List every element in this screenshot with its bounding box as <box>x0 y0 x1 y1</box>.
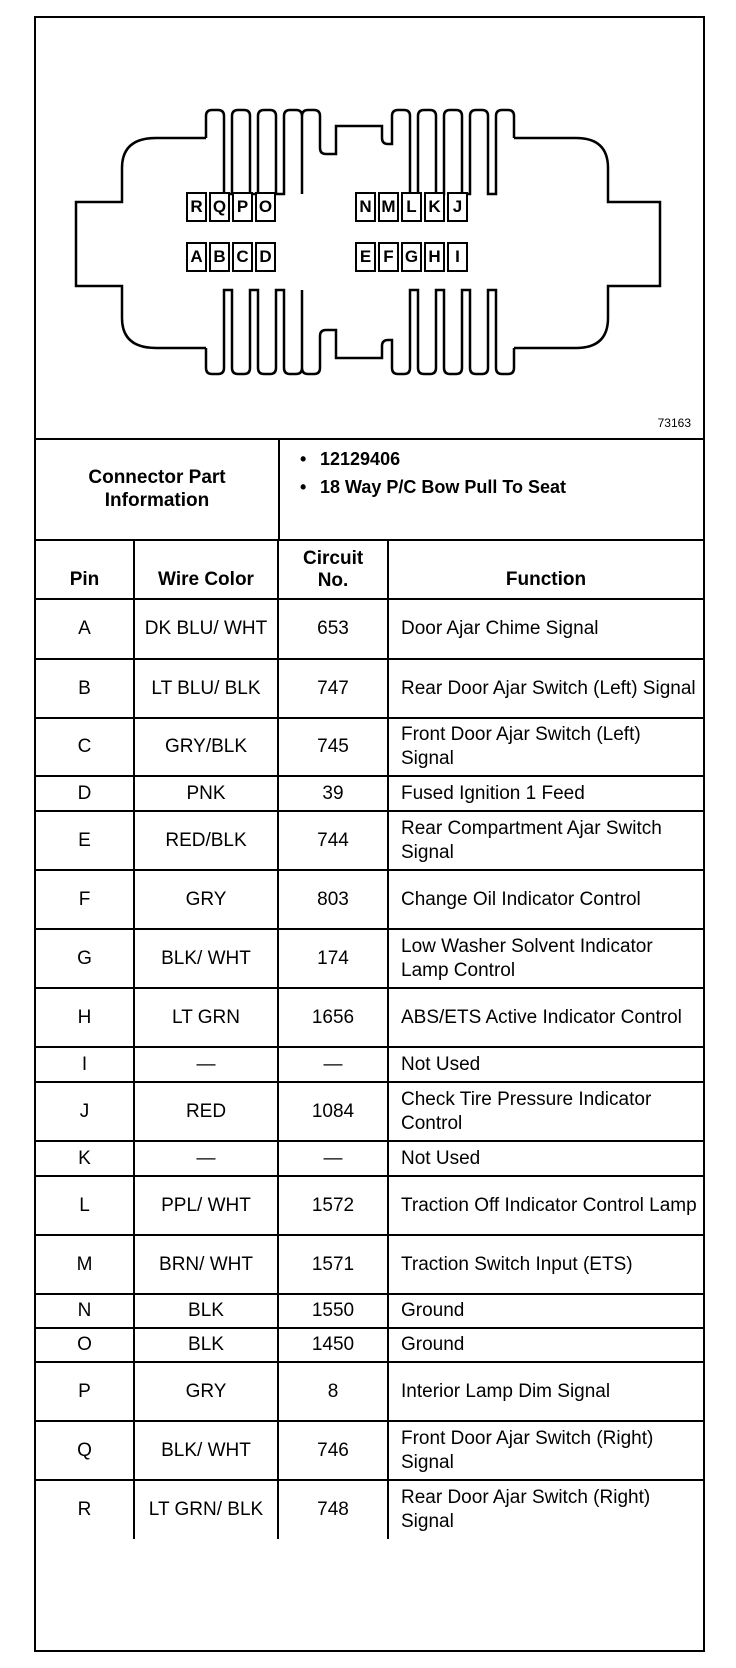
circuit-cell: 174 <box>278 929 388 988</box>
table-row <box>36 1047 703 1082</box>
table-row <box>36 599 703 659</box>
figure-number: 73163 <box>657 416 691 430</box>
wire-color-cell: — <box>134 1047 278 1082</box>
table-row <box>36 1362 703 1421</box>
pin-cell: R <box>36 1480 134 1539</box>
table-row <box>36 1235 703 1294</box>
function-cell: Low Washer Solvent Indicator Lamp Control <box>388 929 703 988</box>
pin-label-g: G <box>401 242 422 272</box>
pin-label-n: N <box>355 192 376 222</box>
circuit-cell: — <box>278 1047 388 1082</box>
table-row <box>36 811 703 870</box>
connector-info-label: Connector Part Information <box>36 438 280 539</box>
part-number: • 12129406 <box>298 448 570 470</box>
pin-label-k: K <box>424 192 445 222</box>
wire-color-cell: GRY/BLK <box>134 718 278 776</box>
wire-color-cell: DK BLU/ WHT <box>134 599 278 659</box>
table-row <box>36 718 703 776</box>
pin-cell: H <box>36 988 134 1047</box>
function-cell: Change Oil Indicator Control <box>388 870 703 929</box>
function-cell: Rear Door Ajar Switch (Left) Signal <box>388 659 703 718</box>
pin-cell: J <box>36 1082 134 1141</box>
pinout-rows <box>36 599 703 1539</box>
pin-label-d: D <box>255 242 276 272</box>
table-row <box>36 1294 703 1328</box>
pin-cell: Q <box>36 1421 134 1480</box>
function-cell: Check Tire Pressure Indicator Control <box>388 1082 703 1141</box>
circuit-cell: 744 <box>278 811 388 870</box>
function-cell: Interior Lamp Dim Signal <box>388 1362 703 1421</box>
wire-color-cell: LT BLU/ BLK <box>134 659 278 718</box>
pin-cell: K <box>36 1141 134 1176</box>
function-cell: Door Ajar Chime Signal <box>388 599 703 659</box>
circuit-cell: 745 <box>278 718 388 776</box>
pin-cell: L <box>36 1176 134 1235</box>
header-pin: Pin <box>36 540 134 599</box>
header-circuit-label: Circuit No. <box>303 548 364 591</box>
circuit-cell: — <box>278 1141 388 1176</box>
function-cell: Traction Off Indicator Control Lamp <box>388 1176 703 1235</box>
header-circuit <box>278 540 388 599</box>
pin-label-o: O <box>255 192 276 222</box>
wire-color-cell: BLK/ WHT <box>134 929 278 988</box>
circuit-cell: 803 <box>278 870 388 929</box>
pin-cell: F <box>36 870 134 929</box>
pin-label-p: P <box>232 192 253 222</box>
pin-label-b: B <box>209 242 230 272</box>
circuit-cell: 653 <box>278 599 388 659</box>
circuit-cell: 1550 <box>278 1294 388 1328</box>
pin-label-f: F <box>378 242 399 272</box>
pin-label-i: I <box>447 242 468 272</box>
function-cell: Rear Door Ajar Switch (Right) Signal <box>388 1480 703 1539</box>
pin-label-e: E <box>355 242 376 272</box>
pin-cell: I <box>36 1047 134 1082</box>
table-row <box>36 1176 703 1235</box>
pin-label-j: J <box>447 192 468 222</box>
pin-cell: O <box>36 1328 134 1362</box>
function-cell: Fused Ignition 1 Feed <box>388 776 703 811</box>
connector-info <box>36 438 703 541</box>
pinout-table <box>36 539 703 1539</box>
circuit-cell: 8 <box>278 1362 388 1421</box>
connector-description: • 18 Way P/C Bow Pull To Seat <box>298 476 570 498</box>
function-cell: Front Door Ajar Switch (Right) Signal <box>388 1421 703 1480</box>
circuit-cell: 746 <box>278 1421 388 1480</box>
pin-cell: C <box>36 718 134 776</box>
circuit-cell: 1572 <box>278 1176 388 1235</box>
table-row <box>36 1421 703 1480</box>
wire-color-cell: BLK/ WHT <box>134 1421 278 1480</box>
pin-cell: G <box>36 929 134 988</box>
function-cell: Traction Switch Input (ETS) <box>388 1235 703 1294</box>
table-row <box>36 1480 703 1539</box>
table-header-row <box>36 540 703 599</box>
wire-color-cell: LT GRN <box>134 988 278 1047</box>
table-row <box>36 988 703 1047</box>
table-row <box>36 870 703 929</box>
connector-sheet <box>34 16 705 1652</box>
connector-info-list <box>298 448 570 504</box>
table-row <box>36 1141 703 1176</box>
pin-label-c: C <box>232 242 253 272</box>
function-cell: Not Used <box>388 1047 703 1082</box>
function-cell: Ground <box>388 1328 703 1362</box>
wire-color-cell: LT GRN/ BLK <box>134 1480 278 1539</box>
circuit-cell: 1571 <box>278 1235 388 1294</box>
pin-cell: P <box>36 1362 134 1421</box>
wire-color-cell: PPL/ WHT <box>134 1176 278 1235</box>
circuit-cell: 1084 <box>278 1082 388 1141</box>
pin-cell: A <box>36 599 134 659</box>
function-cell: ABS/ETS Active Indicator Control <box>388 988 703 1047</box>
pin-cell: D <box>36 776 134 811</box>
table-row <box>36 1082 703 1141</box>
pin-cell: M <box>36 1235 134 1294</box>
table-row <box>36 1328 703 1362</box>
circuit-cell: 748 <box>278 1480 388 1539</box>
circuit-cell: 1656 <box>278 988 388 1047</box>
wire-color-cell: BRN/ WHT <box>134 1235 278 1294</box>
connector-outline <box>36 18 703 438</box>
wire-color-cell: — <box>134 1141 278 1176</box>
pin-cell: E <box>36 811 134 870</box>
table-row <box>36 776 703 811</box>
pin-cell: B <box>36 659 134 718</box>
wire-color-cell: GRY <box>134 870 278 929</box>
pin-label-h: H <box>424 242 445 272</box>
function-cell: Not Used <box>388 1141 703 1176</box>
wire-color-cell: RED/BLK <box>134 811 278 870</box>
circuit-cell: 39 <box>278 776 388 811</box>
pin-cell: N <box>36 1294 134 1328</box>
function-cell: Front Door Ajar Switch (Left) Signal <box>388 718 703 776</box>
connector-diagram <box>36 18 703 440</box>
function-cell: Ground <box>388 1294 703 1328</box>
wire-color-cell: BLK <box>134 1328 278 1362</box>
pin-label-a: A <box>186 242 207 272</box>
wire-color-cell: BLK <box>134 1294 278 1328</box>
table-row <box>36 659 703 718</box>
function-cell: Rear Compartment Ajar Switch Signal <box>388 811 703 870</box>
circuit-cell: 747 <box>278 659 388 718</box>
table-row <box>36 929 703 988</box>
pin-label-q: Q <box>209 192 230 222</box>
wire-color-cell: GRY <box>134 1362 278 1421</box>
circuit-cell: 1450 <box>278 1328 388 1362</box>
wire-color-cell: PNK <box>134 776 278 811</box>
header-wire-color: Wire Color <box>134 540 278 599</box>
pin-label-l: L <box>401 192 422 222</box>
pin-label-r: R <box>186 192 207 222</box>
header-function: Function <box>388 540 703 599</box>
pin-label-m: M <box>378 192 399 222</box>
wire-color-cell: RED <box>134 1082 278 1141</box>
